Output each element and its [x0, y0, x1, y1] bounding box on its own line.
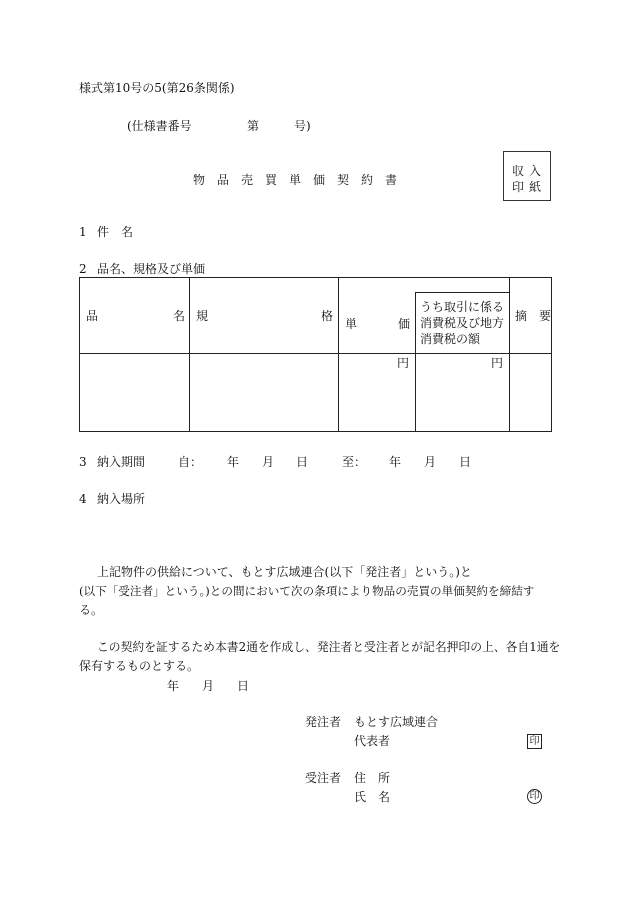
spec-number-dai: 第	[247, 119, 260, 133]
table-line	[415, 292, 416, 432]
table-line	[79, 277, 80, 432]
header-note: 摘 要	[515, 309, 552, 323]
period-to-year: 年	[389, 455, 402, 469]
paragraph1-line1: 上記物件の供給について、もとす広域連合(以下「発注者」という。)と	[97, 565, 472, 579]
orderer-name: もとす広域連合	[354, 715, 439, 729]
unit-yen-price: 円	[397, 356, 410, 370]
header-tax-line: うち取引に係る	[420, 300, 505, 314]
item1-label: 件 名	[97, 225, 134, 239]
items-table	[79, 277, 552, 432]
title-char: 書	[385, 173, 398, 187]
title-char: 品	[217, 173, 230, 187]
period-to-day: 日	[459, 455, 472, 469]
header-tax-line: 消費税の額	[420, 332, 481, 346]
date-year: 年	[167, 679, 180, 693]
item4-number: 4	[79, 492, 87, 506]
table-line	[551, 277, 552, 432]
item4-label: 納入場所	[97, 492, 146, 506]
item3-number: 3	[79, 455, 87, 469]
date-month: 月	[202, 679, 215, 693]
period-from-month: 月	[262, 455, 275, 469]
table-line	[415, 292, 509, 293]
revenue-stamp-box	[503, 151, 551, 201]
contractor-label: 受注者	[305, 771, 342, 785]
stamp-char: 入	[529, 164, 542, 178]
contractor-name: 氏 名	[354, 790, 391, 804]
orderer-seal: 印	[527, 734, 542, 749]
stamp-char: 印	[512, 180, 525, 194]
title-char: 売	[241, 173, 254, 187]
unit-yen-tax: 円	[491, 356, 504, 370]
title-char: 物	[193, 173, 206, 187]
title-char: 単	[289, 173, 302, 187]
table-line	[509, 277, 510, 432]
period-from-year: 年	[227, 455, 240, 469]
title-char: 価	[313, 173, 326, 187]
header-tax	[420, 299, 504, 347]
period-from-day: 日	[296, 455, 309, 469]
contractor-address: 住 所	[354, 771, 391, 785]
stamp-char: 紙	[529, 180, 542, 194]
title-char: 約	[361, 173, 374, 187]
title-char: 契	[337, 173, 350, 187]
orderer-representative: 代表者	[354, 734, 391, 748]
header-name-b: 名	[173, 309, 186, 323]
paragraph1-line3: る。	[79, 603, 104, 617]
paragraph1-line2: (以下「受注者」という。)との間において次の条項により物品の売買の単価契約を締結す	[79, 584, 535, 598]
document-title	[193, 173, 409, 187]
header-name-a: 品	[86, 309, 99, 323]
item1-number: 1	[79, 225, 87, 239]
spec-number-label: (仕様書番号	[127, 119, 192, 133]
header-spec-b: 格	[321, 309, 334, 323]
title-char: 買	[265, 173, 278, 187]
contractor-seal: 印	[527, 789, 542, 804]
stamp-char: 収	[512, 164, 525, 178]
item2-label: 品名、規格及び単価	[97, 262, 206, 276]
spec-number-go: 号)	[294, 119, 311, 133]
item3-label: 納入期間	[97, 455, 146, 469]
table-line	[79, 277, 552, 278]
item2-number: 2	[79, 262, 87, 276]
paragraph2-line2: 保有するものとする。	[79, 659, 200, 673]
period-from: 自：	[178, 455, 203, 469]
table-line	[189, 277, 190, 432]
header-price-b: 価	[398, 317, 411, 331]
table-line	[79, 353, 552, 354]
date-day: 日	[237, 679, 250, 693]
header-price-a: 単	[345, 317, 358, 331]
header-spec-a: 規	[196, 309, 209, 323]
orderer-label: 発注者	[305, 715, 342, 729]
table-line	[79, 431, 552, 432]
period-to-month: 月	[424, 455, 437, 469]
table-line	[338, 277, 339, 432]
paragraph2-line1: この契約を証するため本書2通を作成し、発注者と受注者とが記名押印の上、各自1通を	[97, 640, 561, 654]
period-to: 至：	[342, 455, 367, 469]
header-tax-line: 消費税及び地方	[420, 316, 505, 330]
form-number: 様式第10号の5(第26条関係)	[79, 81, 235, 95]
